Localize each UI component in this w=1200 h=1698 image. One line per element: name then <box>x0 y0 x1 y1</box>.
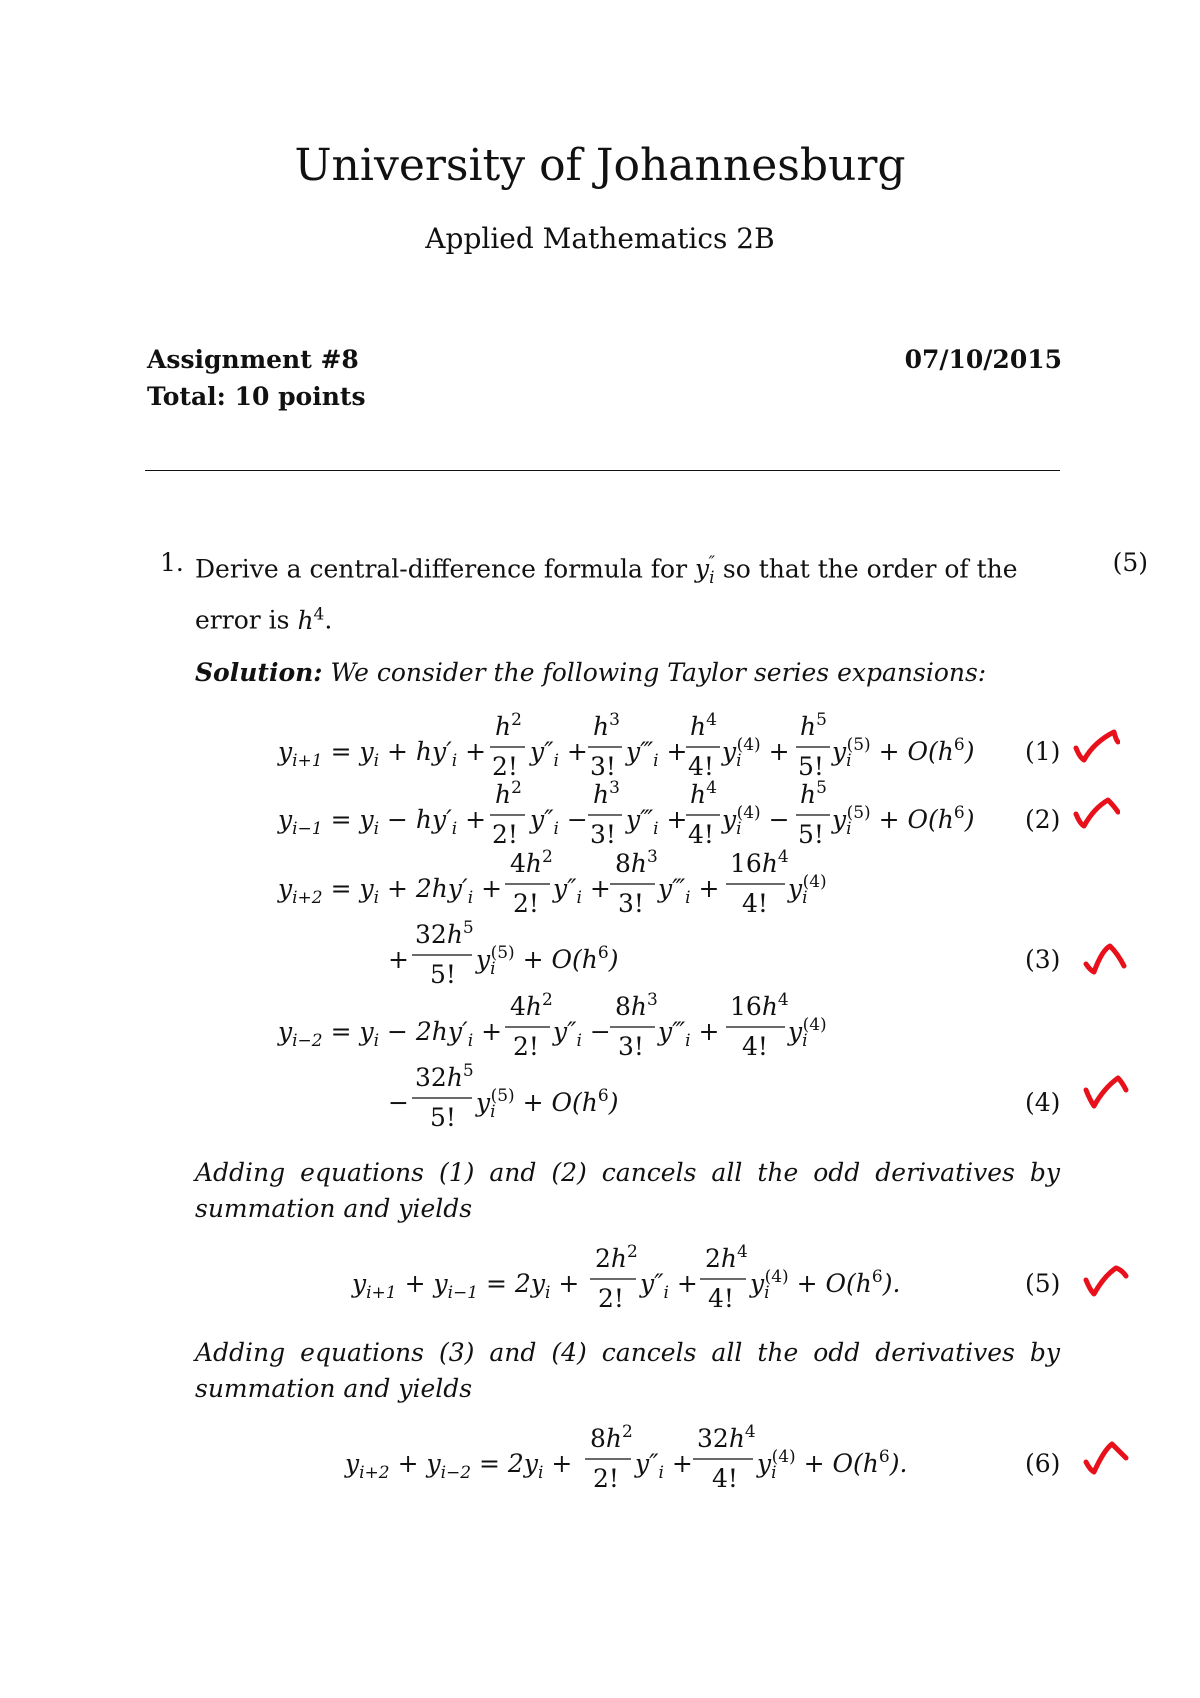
svg-text:3!: 3! <box>618 889 644 918</box>
question-number: 1. <box>160 548 184 577</box>
equation-tag-5: (5) <box>1025 1269 1061 1298</box>
solution-label: Solution: <box>195 658 323 687</box>
svg-text:h5: $h^5$ <box>800 778 827 809</box>
svg-text:5!: 5! <box>798 820 824 849</box>
svg-text:16h4: $16h^4$ <box>730 847 789 878</box>
check-mark-icon <box>1072 728 1120 764</box>
svg-text:yi−1 = yi − hy′i +: $y_{i-1} = y_i - hy'_i$ + <box>278 805 487 839</box>
svg-text:y″i +: $y''_i$ + <box>635 1449 693 1483</box>
svg-text:3!: 3! <box>618 1032 644 1061</box>
svg-text:8h3: $8h^3$ <box>615 990 658 1021</box>
svg-text:h3: $h^3$ <box>593 778 620 809</box>
assignment-date: 07/10/2015 <box>904 345 1062 374</box>
svg-text:4!: 4! <box>742 889 768 918</box>
svg-text:+: + <box>388 945 409 974</box>
svg-text:2!: 2! <box>593 1464 619 1493</box>
equation-2 <box>277 778 974 849</box>
svg-text:yi+2 = yi + 2hy′i +: $y_{i+2} = y_i + 2hy'_i$ + <box>278 874 503 908</box>
svg-text:4!: 4! <box>712 1464 738 1493</box>
equation-tag-1: (1) <box>1025 737 1061 766</box>
svg-text:yi(4) −: $y_i(4)$ − <box>722 803 790 839</box>
solution-intro-text: We consider the following Taylor series expansions: <box>330 658 987 687</box>
svg-text:8h3: $8h^3$ <box>615 847 658 878</box>
svg-text:y″i +: $y''_i$ + <box>530 737 588 771</box>
svg-text:h2: $h^2$ <box>495 778 522 809</box>
svg-text:4!: 4! <box>708 1284 734 1313</box>
equation-4 <box>277 990 827 1132</box>
svg-text:y‴i +: $y‴_i$ + <box>658 1017 720 1051</box>
svg-text:yi(4) + O(h6).: $y_i(4) + O(h^6)$. <box>757 1447 908 1483</box>
svg-text:3!: 3! <box>590 752 616 781</box>
svg-text:y″i −: $y''_i$ − <box>553 1017 611 1051</box>
svg-text:2h2: $2h^2$ <box>595 1242 638 1273</box>
question-text-before: Derive a central-difference formula for <box>195 554 688 584</box>
svg-text:2!: 2! <box>492 820 518 849</box>
svg-text:4h2: $4h^2$ <box>510 990 553 1021</box>
svg-text:5!: 5! <box>430 1103 456 1132</box>
svg-text:yi(4): $y_i(4)$ <box>788 872 827 908</box>
svg-text:h4: $h^4$ <box>690 778 717 809</box>
svg-text:y‴i +: $y‴_i$ + <box>626 737 688 771</box>
question-order: $h^4$ <box>297 604 325 635</box>
svg-text:yi(5) + O(h6): $y_i(5) + O(h^6)$ <box>476 1086 619 1122</box>
svg-text:yi(5) + O(h6): $y_i(5) + O(h^6)$ <box>832 803 975 839</box>
svg-text:5!: 5! <box>430 960 456 989</box>
question-text: Derive a central-difference formula for $y_i''$ so that the order of the error is $h^4$. <box>195 553 1018 635</box>
svg-text:h2: $h^2$ <box>495 710 522 741</box>
assignment-label: Assignment #8 <box>147 345 359 374</box>
svg-text:y″i +: $y''_i$ + <box>640 1269 698 1303</box>
svg-text:y″i +: $y''_i$ + <box>553 874 611 908</box>
equation-6 <box>344 1422 907 1493</box>
check-mark-icon <box>1072 796 1120 832</box>
explanation-paragraph-1: Adding equations (1) and (2) cancels all the odd derivatives by summation and yields <box>195 1158 1060 1223</box>
svg-text:yi(5) + O(h6): $y_i(5) + O(h^6)$ <box>832 735 975 771</box>
svg-text:32h4: $32h^4$ <box>697 1422 756 1453</box>
svg-text:4!: 4! <box>742 1032 768 1061</box>
svg-text:2!: 2! <box>513 1032 539 1061</box>
explanation-paragraph-2: Adding equations (3) and (4) cancels all the odd derivatives by summation and yields <box>195 1338 1060 1403</box>
check-mark-icon <box>1082 940 1130 976</box>
question-points: (5) <box>1112 548 1148 577</box>
svg-text:y‴i +: $y‴_i$ + <box>626 805 688 839</box>
equation-tag-2: (2) <box>1025 805 1061 834</box>
svg-text:h3: $h^3$ <box>593 710 620 741</box>
equation-5 <box>351 1242 900 1313</box>
svg-text:yi(4): $y_i(4)$ <box>788 1015 827 1051</box>
total-points: Total: 10 points <box>147 382 366 411</box>
equation-tag-4: (4) <box>1025 1088 1061 1117</box>
equation-tag-3: (3) <box>1025 945 1061 974</box>
svg-text:−: − <box>388 1088 409 1117</box>
equation-tag-6: (6) <box>1025 1449 1061 1478</box>
equation-1 <box>277 710 974 781</box>
svg-text:yi(4) + O(h6).: $y_i(4) + O(h^6)$. <box>750 1267 901 1303</box>
check-mark-icon <box>1082 1440 1130 1476</box>
check-mark-icon <box>1082 1074 1130 1110</box>
svg-text:yi(4) +: $y_i(4)$ + <box>722 735 790 771</box>
svg-text:yi+1 + yi−1 = 2yi +: $y_{i+1} + y_{i-1} = 2y_i$ + <box>352 1269 580 1303</box>
course-title: Applied Mathematics 2B <box>425 222 775 255</box>
svg-text:16h4: $16h^4$ <box>730 990 789 1021</box>
svg-text:8h2: $8h^2$ <box>590 1422 633 1453</box>
check-mark-icon <box>1082 1262 1130 1298</box>
svg-text:2!: 2! <box>513 889 539 918</box>
svg-text:yi−2 = yi − 2hy′i +: $y_{i-2} = y_i - 2hy'_i$ + <box>278 1017 503 1051</box>
svg-text:2!: 2! <box>492 752 518 781</box>
svg-text:h5: $h^5$ <box>800 710 827 741</box>
svg-text:yi+1 = yi + hy′i +: $y_{i+1} = y_i + hy'_i$ + <box>278 737 487 771</box>
svg-text:4!: 4! <box>688 820 714 849</box>
svg-text:yi(5) + O(h6): $y_i(5) + O(h^6)$ <box>476 943 619 979</box>
equation-3 <box>277 847 827 989</box>
svg-text:5!: 5! <box>798 752 824 781</box>
university-title: University of Johannesburg <box>294 140 906 191</box>
svg-text:y″i −: $y''_i$ − <box>530 805 588 839</box>
svg-text:4h2: $4h^2$ <box>510 847 553 878</box>
svg-text:h4: $h^4$ <box>690 710 717 741</box>
svg-text:2h4: $2h^4$ <box>705 1242 748 1273</box>
svg-text:2!: 2! <box>598 1284 624 1313</box>
svg-text:yi+2 + yi−2 = 2yi +: $y_{i+2} + y_{i-2} = 2y_i$ + <box>345 1449 573 1483</box>
svg-text:32h5: $32h^5$ <box>415 1061 474 1092</box>
question-variable: $y_i''$ <box>695 553 715 589</box>
question-text-after: so that the order of the error is <box>195 554 1018 635</box>
svg-text:y‴i +: $y‴_i$ + <box>658 874 720 908</box>
svg-text:4!: 4! <box>688 752 714 781</box>
svg-text:32h5: $32h^5$ <box>415 918 474 949</box>
svg-text:3!: 3! <box>590 820 616 849</box>
